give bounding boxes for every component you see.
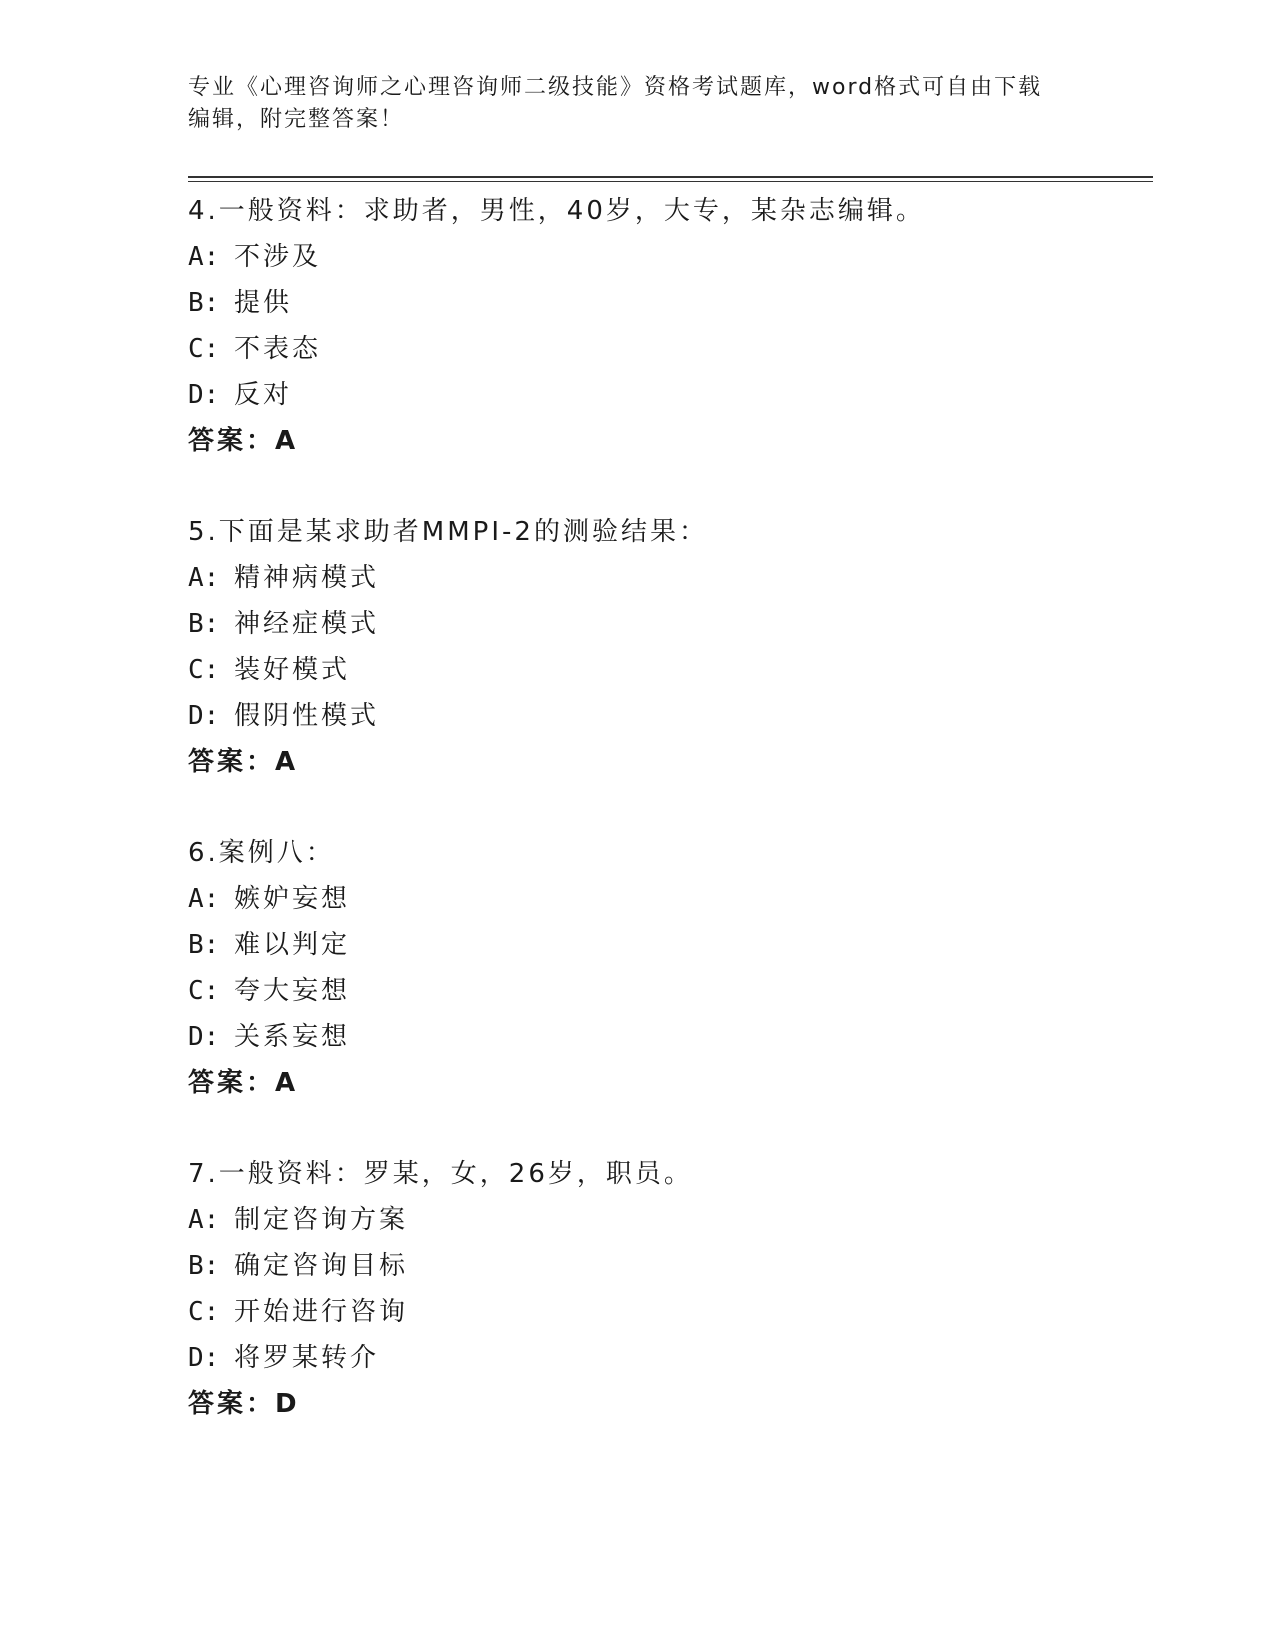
option-b	[188, 601, 1148, 647]
option-key: C:	[188, 1297, 220, 1327]
header-line-1: 专业《心理咨询师之心理咨询师二级技能》资格考试题库，word格式可自由下载	[188, 75, 1043, 100]
question-item	[188, 188, 1148, 464]
header-line-2: 编辑，附完整答案！	[188, 107, 405, 132]
option-key: B:	[188, 609, 220, 639]
option-key: C:	[188, 655, 220, 685]
question-item	[188, 509, 1148, 785]
option-text: 将罗某转介	[234, 1343, 380, 1373]
option-key: A:	[188, 563, 220, 593]
question-item	[188, 830, 1148, 1106]
document-header	[188, 72, 1088, 136]
option-d	[188, 372, 1148, 418]
option-key: C:	[188, 334, 220, 364]
option-b	[188, 280, 1148, 326]
option-text: 不表态	[234, 334, 322, 364]
question-stem: 7.一般资料：罗某，女，26岁，职员。	[188, 1159, 693, 1189]
option-text: 夸大妄想	[234, 976, 351, 1006]
option-text: 假阴性模式	[234, 701, 380, 731]
question-item	[188, 1151, 1148, 1427]
option-c	[188, 968, 1148, 1014]
option-key: B:	[188, 930, 220, 960]
question-stem: 6.案例八：	[188, 838, 335, 868]
header-divider-thick	[188, 176, 1153, 178]
option-b	[188, 922, 1148, 968]
answer-line: 答案：A	[188, 1068, 299, 1098]
option-text: 不涉及	[234, 242, 322, 272]
option-key: B:	[188, 288, 220, 318]
option-text: 开始进行咨询	[234, 1297, 409, 1327]
option-text: 装好模式	[234, 655, 351, 685]
question-stem: 4.一般资料：求助者，男性，40岁，大专，某杂志编辑。	[188, 196, 925, 226]
option-key: A:	[188, 242, 220, 272]
option-text: 确定咨询目标	[234, 1251, 409, 1281]
option-a	[188, 1197, 1148, 1243]
option-text: 提供	[234, 288, 293, 318]
option-text: 制定咨询方案	[234, 1205, 409, 1235]
question-stem: 5.下面是某求助者MMPI-2的测验结果：	[188, 517, 708, 547]
option-key: D:	[188, 1343, 220, 1373]
option-key: A:	[188, 1205, 220, 1235]
option-a	[188, 234, 1148, 280]
option-text: 关系妄想	[234, 1022, 351, 1052]
question-list	[188, 188, 1148, 1472]
option-key: A:	[188, 884, 220, 914]
option-b	[188, 1243, 1148, 1289]
option-d	[188, 693, 1148, 739]
option-key: B:	[188, 1251, 220, 1281]
answer-line: 答案：A	[188, 426, 299, 456]
option-text: 反对	[234, 380, 293, 410]
option-text: 难以判定	[234, 930, 351, 960]
option-d	[188, 1014, 1148, 1060]
option-c	[188, 326, 1148, 372]
option-text: 精神病模式	[234, 563, 380, 593]
option-d	[188, 1335, 1148, 1381]
option-key: D:	[188, 701, 220, 731]
option-c	[188, 1289, 1148, 1335]
option-a	[188, 876, 1148, 922]
answer-line: 答案：A	[188, 747, 299, 777]
option-key: D:	[188, 1022, 220, 1052]
answer-line: 答案：D	[188, 1389, 300, 1419]
option-key: D:	[188, 380, 220, 410]
option-c	[188, 647, 1148, 693]
option-text: 神经症模式	[234, 609, 380, 639]
option-text: 嫉妒妄想	[234, 884, 351, 914]
option-key: C:	[188, 976, 220, 1006]
header-divider-thin	[188, 181, 1153, 182]
option-a	[188, 555, 1148, 601]
